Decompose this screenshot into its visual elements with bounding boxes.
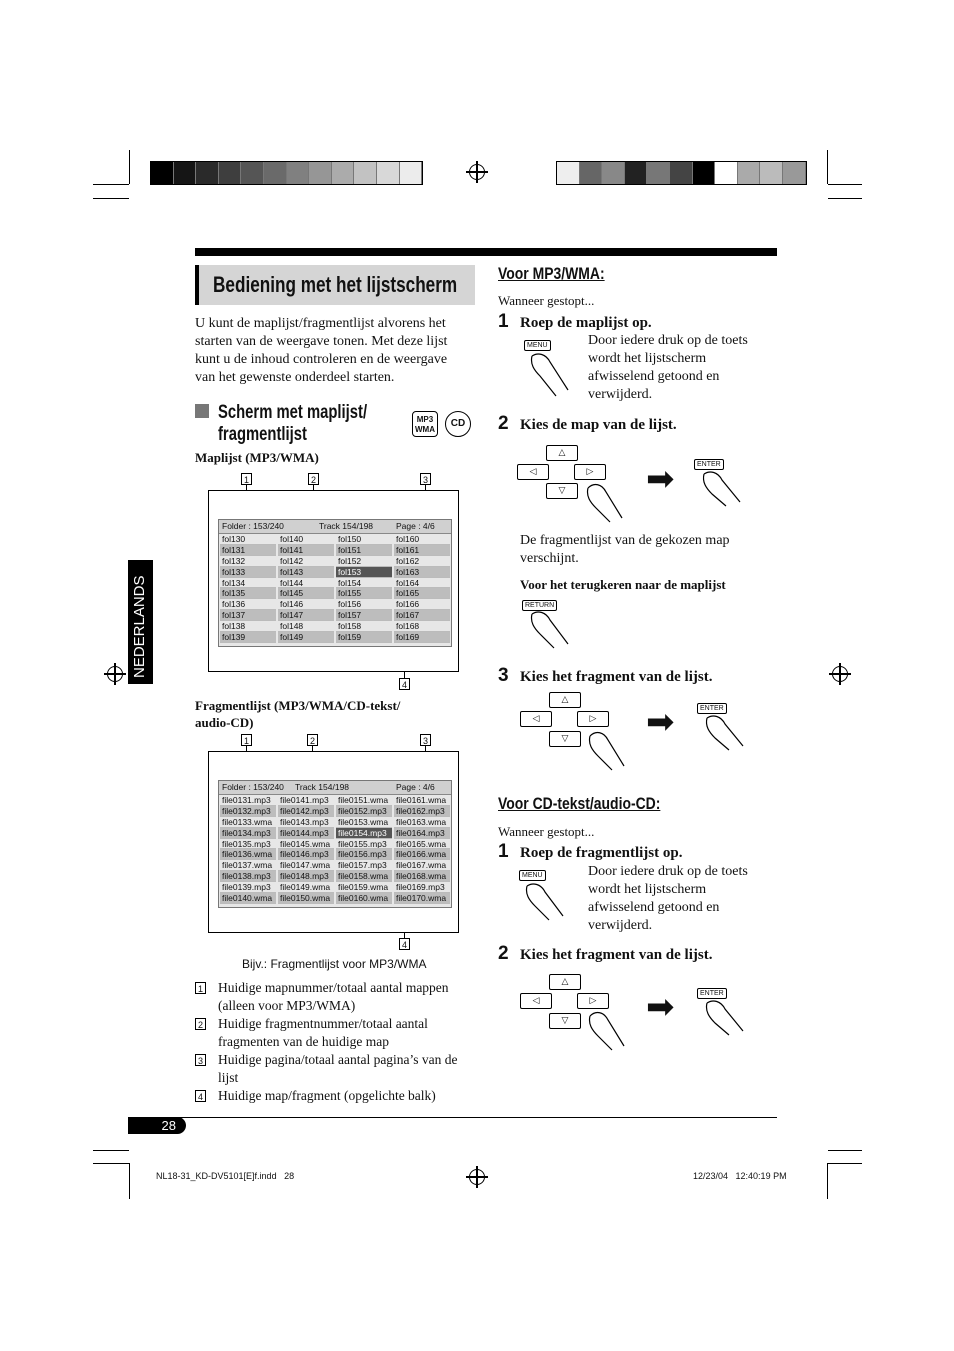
step-title: Kies het fragment van de lijst. xyxy=(520,669,713,685)
list-item[interactable]: file0162.mp3 xyxy=(394,806,450,817)
legend xyxy=(195,979,477,1106)
list-item[interactable]: fol141 xyxy=(278,545,334,556)
list-item[interactable]: file0131.mp3 xyxy=(220,795,276,806)
up-arrow-key[interactable]: △ xyxy=(549,974,581,990)
finger-press-icon xyxy=(528,608,576,650)
down-arrow-key[interactable]: ▽ xyxy=(549,731,581,747)
maplijst-screen xyxy=(208,490,459,672)
then-arrow-icon: ➡ xyxy=(646,987,675,1027)
legend-number: 2 xyxy=(195,1018,206,1030)
list-item[interactable]: file0152.mp3 xyxy=(336,806,392,817)
list-item[interactable]: file0151.wma xyxy=(336,795,392,806)
list-item[interactable]: file0160.wma xyxy=(336,893,392,904)
menu-button[interactable]: MENU xyxy=(519,870,546,881)
list-item[interactable]: fol148 xyxy=(278,621,334,632)
list-item[interactable]: file0156.mp3 xyxy=(336,849,392,860)
finger-press-icon xyxy=(528,350,576,400)
legend-text: Huidige map/fragment (opgelichte balk) xyxy=(218,1088,436,1103)
step-note: De fragmentlijst van de gekozen map verschijnt. xyxy=(520,533,730,566)
mp3-heading: Voor MP3/WMA: xyxy=(498,264,605,283)
list-item[interactable]: file0141.mp3 xyxy=(278,795,334,806)
list-item[interactable]: fol147 xyxy=(278,610,334,621)
list-item[interactable]: file0147.wma xyxy=(278,860,334,871)
list-item[interactable]: file0155.mp3 xyxy=(336,839,392,850)
section-marker xyxy=(195,404,209,418)
list-header: Folder : 153/240 Track 154/198 Page : 4/6 xyxy=(219,520,451,534)
list-item[interactable]: fol166 xyxy=(394,599,450,610)
enter-button[interactable]: ENTER xyxy=(697,988,727,999)
list-item[interactable]: fol133 xyxy=(220,567,276,578)
enter-button[interactable]: ENTER xyxy=(697,703,727,714)
left-arrow-key[interactable]: ◁ xyxy=(520,993,552,1009)
return-title: Voor het terugkeren naar de maplijst xyxy=(520,577,726,592)
list-item[interactable]: fol157 xyxy=(336,610,392,621)
step-number: 1 xyxy=(498,841,509,862)
finger-press-icon xyxy=(584,480,630,524)
callout-2: 2 xyxy=(308,473,319,485)
step-title: Roep de fragmentlijst op. xyxy=(520,845,683,861)
registration-mark-icon xyxy=(469,164,485,180)
list-item[interactable]: fol136 xyxy=(220,599,276,610)
list-item[interactable]: fol131 xyxy=(220,545,276,556)
mp3-wma-badge-icon: MP3 WMA xyxy=(412,411,438,437)
footer-date: 12/23/04 12:40:19 PM xyxy=(693,1171,787,1181)
list-item[interactable]: fol161 xyxy=(394,545,450,556)
list-item[interactable]: fol158 xyxy=(336,621,392,632)
down-arrow-key[interactable]: ▽ xyxy=(546,483,578,499)
callout-1: 1 xyxy=(241,734,252,746)
legend-item xyxy=(195,979,477,1014)
list-item[interactable]: file0139.mp3 xyxy=(220,882,276,893)
list-item[interactable]: file0158.wma xyxy=(336,871,392,882)
list-item[interactable]: fol149 xyxy=(278,632,334,643)
list-item[interactable]: fol134 xyxy=(220,578,276,589)
left-arrow-key[interactable]: ◁ xyxy=(520,711,552,727)
list-item[interactable]: fol144 xyxy=(278,578,334,589)
list-item[interactable]: fol169 xyxy=(394,632,450,643)
list-item[interactable]: fol139 xyxy=(220,632,276,643)
list-item[interactable]: fol162 xyxy=(394,556,450,567)
menu-button[interactable]: MENU xyxy=(524,340,551,351)
list-item[interactable]: fol155 xyxy=(336,588,392,599)
list-item[interactable]: fol154 xyxy=(336,578,392,589)
legend-number: 4 xyxy=(195,1090,206,1102)
fragmentlijst-screen xyxy=(208,751,459,933)
callout-4: 4 xyxy=(399,938,410,950)
list-item[interactable]: fol138 xyxy=(220,621,276,632)
step-title: Roep de maplijst op. xyxy=(520,315,652,331)
list-item[interactable]: fol130 xyxy=(220,534,276,545)
list-item[interactable]: file0135.mp3 xyxy=(220,839,276,850)
list-column xyxy=(336,534,392,643)
list-item[interactable]: fol159 xyxy=(336,632,392,643)
then-arrow-icon: ➡ xyxy=(646,702,675,742)
left-arrow-key[interactable]: ◁ xyxy=(517,464,549,480)
top-rule xyxy=(195,248,777,256)
list-item[interactable]: file0146.mp3 xyxy=(278,849,334,860)
section-heading: Scherm met maplijst/ fragmentlijst xyxy=(218,402,368,445)
maplijst-caption: Maplijst (MP3/WMA) xyxy=(195,450,319,465)
list-item[interactable]: fol167 xyxy=(394,610,450,621)
finger-press-icon xyxy=(586,1008,632,1052)
legend-item xyxy=(195,1015,477,1050)
list-item[interactable]: fol150 xyxy=(336,534,392,545)
list-item[interactable]: file0166.wma xyxy=(394,849,450,860)
list-item[interactable]: fol135 xyxy=(220,588,276,599)
list-item[interactable]: fol156 xyxy=(336,599,392,610)
registration-mark-icon xyxy=(469,1169,485,1185)
callout-2: 2 xyxy=(307,734,318,746)
enter-button[interactable]: ENTER xyxy=(694,459,724,470)
list-item[interactable]: fol160 xyxy=(394,534,450,545)
page-number: 28 xyxy=(128,1117,186,1134)
finger-press-icon xyxy=(700,468,748,508)
list-item[interactable]: fol163 xyxy=(394,567,450,578)
list-column xyxy=(278,795,334,904)
callout-3: 3 xyxy=(420,734,431,746)
list-item[interactable]: file0161.wma xyxy=(394,795,450,806)
cd-heading: Voor CD-tekst/audio-CD: xyxy=(498,794,661,813)
callout-3: 3 xyxy=(420,473,431,485)
list-item[interactable]: fol152 xyxy=(336,556,392,567)
step-title: Kies het fragment van de lijst. xyxy=(520,947,713,963)
down-arrow-key[interactable]: ▽ xyxy=(549,1013,581,1029)
step-title: Kies de map van de lijst. xyxy=(520,417,677,433)
language-tab: NEDERLANDS xyxy=(128,560,153,684)
list-item[interactable]: fol146 xyxy=(278,599,334,610)
list-item[interactable]: fol140 xyxy=(278,534,334,545)
list-item[interactable]: file0148.mp3 xyxy=(278,871,334,882)
list-item[interactable]: file0159.wma xyxy=(336,882,392,893)
up-arrow-key[interactable]: △ xyxy=(546,445,578,461)
list-column xyxy=(336,795,392,904)
list-item[interactable]: file0142.mp3 xyxy=(278,806,334,817)
list-item[interactable]: fol164 xyxy=(394,578,450,589)
callout-4: 4 xyxy=(399,678,410,690)
page-title: Bediening met het lijstscherm xyxy=(195,265,475,305)
list-item[interactable]: file0169.mp3 xyxy=(394,882,450,893)
step-description: Door iedere druk op de toets wordt het lijstscherm afwisselend getoond en verwijderd. xyxy=(588,333,748,402)
right-arrow-key[interactable]: ▷ xyxy=(574,464,606,480)
list-column xyxy=(220,534,276,643)
color-bar-left xyxy=(150,161,423,185)
list-item[interactable]: fol132 xyxy=(220,556,276,567)
step-number: 1 xyxy=(498,311,509,332)
cd-badge-icon: CD xyxy=(445,411,471,437)
legend-number: 1 xyxy=(195,982,206,994)
list-item[interactable]: file0132.mp3 xyxy=(220,806,276,817)
list-header: Folder : 153/240 Track 154/198 Page : 4/6 xyxy=(219,781,451,795)
finger-press-icon xyxy=(586,728,632,772)
example-caption: Bijv.: Fragmentlijst voor MP3/WMA xyxy=(242,957,427,971)
right-arrow-key[interactable]: ▷ xyxy=(577,711,609,727)
list-item[interactable]: file0153.wma xyxy=(336,817,392,828)
list-item[interactable]: file0145.wma xyxy=(278,839,334,850)
intro-text: U kunt de maplijst/fragmentlijst alvorens het starten van de weergave tonen. Met deze lijst kunt u de inhoud controleren en de weergave van het gewenste onderdeel starten. xyxy=(195,316,448,385)
callout-1: 1 xyxy=(241,473,252,485)
list-item[interactable]: file0163.wma xyxy=(394,817,450,828)
registration-mark-icon xyxy=(832,666,848,682)
legend-number: 3 xyxy=(195,1054,206,1066)
list-column xyxy=(394,795,450,904)
list-item[interactable]: file0138.mp3 xyxy=(220,871,276,882)
registration-mark-icon xyxy=(107,666,123,682)
up-arrow-key[interactable]: △ xyxy=(549,692,581,708)
step-number: 2 xyxy=(498,413,509,434)
finger-press-icon xyxy=(703,997,751,1037)
list-item[interactable]: file0137.wma xyxy=(220,860,276,871)
step-number: 2 xyxy=(498,943,509,964)
step-number: 3 xyxy=(498,665,509,686)
list-item[interactable]: fol145 xyxy=(278,588,334,599)
finger-press-icon xyxy=(523,880,571,922)
color-bar-right xyxy=(556,161,807,185)
list-column xyxy=(220,795,276,904)
list-item-selected[interactable]: file0154.mp3 xyxy=(336,828,392,839)
legend-item xyxy=(195,1087,477,1105)
fragmentlijst-caption: Fragmentlijst (MP3/WMA/CD-tekst/ audio-CD) xyxy=(195,698,401,730)
list-item[interactable]: fol142 xyxy=(278,556,334,567)
list-item[interactable]: fol151 xyxy=(336,545,392,556)
list-item[interactable]: file0167.wma xyxy=(394,860,450,871)
list-item[interactable]: file0140.wma xyxy=(220,893,276,904)
list-column xyxy=(394,534,450,643)
list-item[interactable]: file0157.mp3 xyxy=(336,860,392,871)
cd-when-stopped: Wanneer gestopt... xyxy=(498,824,595,839)
return-button[interactable]: RETURN xyxy=(522,600,557,611)
legend-text: Huidige fragmentnummer/totaal aantal fragmenten van de huidige map xyxy=(218,1016,428,1049)
finger-press-icon xyxy=(703,712,751,752)
step-description: Door iedere druk op de toets wordt het lijstscherm afwisselend getoond en verwijderd. xyxy=(588,864,748,933)
list-item[interactable]: fol137 xyxy=(220,610,276,621)
list-item[interactable]: file0164.mp3 xyxy=(394,828,450,839)
list-item[interactable]: file0136.wma xyxy=(220,849,276,860)
legend-text: Huidige pagina/totaal aantal pagina’s van de lijst xyxy=(218,1052,458,1085)
list-item[interactable]: file0150.wma xyxy=(278,893,334,904)
list-item-selected[interactable]: fol153 xyxy=(336,567,392,578)
legend-item xyxy=(195,1051,477,1086)
list-item[interactable]: file0144.mp3 xyxy=(278,828,334,839)
list-column xyxy=(278,534,334,643)
list-item[interactable]: fol168 xyxy=(394,621,450,632)
list-item[interactable]: file0133.wma xyxy=(220,817,276,828)
list-item[interactable]: file0149.wma xyxy=(278,882,334,893)
list-item[interactable]: file0168.wma xyxy=(394,871,450,882)
then-arrow-icon: ➡ xyxy=(646,459,675,499)
list-item[interactable]: file0143.mp3 xyxy=(278,817,334,828)
mp3-when-stopped: Wanneer gestopt... xyxy=(498,293,595,308)
list-item[interactable]: fol143 xyxy=(278,567,334,578)
list-item[interactable]: fol165 xyxy=(394,588,450,599)
list-item[interactable]: file0165.wma xyxy=(394,839,450,850)
bottom-rule xyxy=(128,1117,777,1118)
legend-text: Huidige mapnummer/totaal aantal mappen (alleen voor MP3/WMA) xyxy=(218,980,449,1013)
footer-file: NL18-31_KD-DV5101[E]f.indd 28 xyxy=(156,1171,295,1181)
list-item[interactable]: file0134.mp3 xyxy=(220,828,276,839)
right-arrow-key[interactable]: ▷ xyxy=(577,993,609,1009)
list-item[interactable]: file0170.wma xyxy=(394,893,450,904)
